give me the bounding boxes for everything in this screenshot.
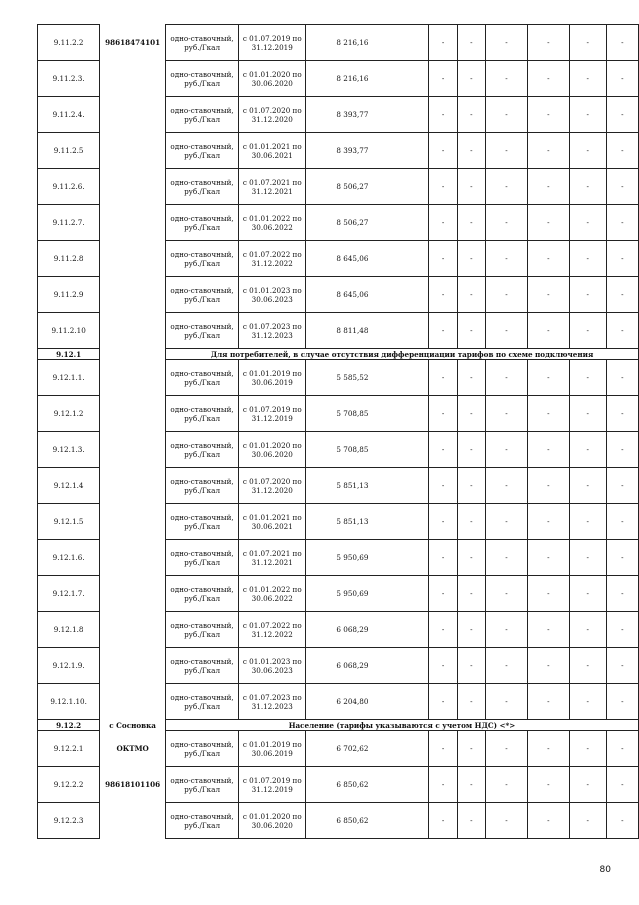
- org-label: ОКТМО: [116, 744, 149, 753]
- empty-cell: -: [485, 205, 527, 241]
- empty-cell: -: [429, 612, 457, 648]
- row-number: 9.12.1.6.: [38, 540, 100, 576]
- validity-period: с 01.01.2021 по 30.06.2021: [239, 504, 306, 540]
- org-cell: [100, 97, 166, 133]
- empty-cell: -: [569, 540, 606, 576]
- empty-cell: -: [606, 97, 638, 133]
- empty-cell: -: [429, 540, 457, 576]
- org-cell: [100, 313, 166, 349]
- empty-cell: -: [527, 731, 569, 767]
- empty-cell: -: [527, 576, 569, 612]
- empty-cell: -: [429, 241, 457, 277]
- empty-cell: -: [485, 504, 527, 540]
- empty-cell: -: [457, 803, 485, 839]
- row-number: 9.12.1.9.: [38, 648, 100, 684]
- empty-cell: -: [485, 241, 527, 277]
- validity-period: с 01.07.2019 по 31.12.2019: [239, 767, 306, 803]
- tariff-table: [37, 24, 639, 839]
- table-row: [38, 97, 639, 133]
- tariff-value: 6 850,62: [306, 803, 429, 839]
- rate-type: одно-ставочный, руб./Гкал: [165, 576, 238, 612]
- table-row: [38, 432, 639, 468]
- empty-cell: -: [429, 277, 457, 313]
- tariff-value: 8 506,27: [306, 169, 429, 205]
- empty-cell: -: [527, 25, 569, 61]
- empty-cell: -: [429, 360, 457, 396]
- row-number: 9.11.2.5: [38, 133, 100, 169]
- empty-cell: -: [606, 540, 638, 576]
- table-row: [38, 360, 639, 396]
- org-cell: [100, 241, 166, 277]
- rate-type: одно-ставочный, руб./Гкал: [165, 241, 238, 277]
- org-cell: [100, 731, 166, 767]
- rate-type: одно-ставочный, руб./Гкал: [165, 731, 238, 767]
- empty-cell: -: [569, 684, 606, 720]
- rate-type: одно-ставочный, руб./Гкал: [165, 684, 238, 720]
- table-row: [38, 767, 639, 803]
- rate-type: одно-ставочный, руб./Гкал: [165, 504, 238, 540]
- rate-type: одно-ставочный, руб./Гкал: [165, 648, 238, 684]
- empty-cell: -: [485, 731, 527, 767]
- empty-cell: -: [569, 61, 606, 97]
- empty-cell: -: [606, 277, 638, 313]
- empty-cell: -: [527, 360, 569, 396]
- empty-cell: -: [457, 133, 485, 169]
- empty-cell: -: [457, 61, 485, 97]
- tariff-value: 8 216,16: [306, 25, 429, 61]
- empty-cell: -: [429, 731, 457, 767]
- empty-cell: -: [569, 767, 606, 803]
- empty-cell: -: [527, 803, 569, 839]
- empty-cell: -: [457, 205, 485, 241]
- table-row: [38, 277, 639, 313]
- rate-type: одно-ставочный, руб./Гкал: [165, 61, 238, 97]
- rate-type: одно-ставочный, руб./Гкал: [165, 277, 238, 313]
- table-row: [38, 241, 639, 277]
- empty-cell: -: [606, 133, 638, 169]
- table-row: [38, 205, 639, 241]
- empty-cell: -: [429, 97, 457, 133]
- tariff-value: 5 708,85: [306, 396, 429, 432]
- row-number: 9.11.2.3.: [38, 61, 100, 97]
- tariff-value: 5 851,13: [306, 504, 429, 540]
- validity-period: с 01.07.2022 по 31.12.2022: [239, 612, 306, 648]
- validity-period: с 01.01.2020 по 30.06.2020: [239, 803, 306, 839]
- tariff-value: 8 506,27: [306, 205, 429, 241]
- row-number: 9.12.1.4: [38, 468, 100, 504]
- table-row: [38, 61, 639, 97]
- rate-type: одно-ставочный, руб./Гкал: [165, 25, 238, 61]
- table-row: [38, 612, 639, 648]
- empty-cell: -: [569, 277, 606, 313]
- org-cell: [100, 25, 166, 61]
- org-label: 98618474101: [105, 38, 161, 47]
- empty-cell: -: [569, 360, 606, 396]
- org-label: 98618101106: [105, 780, 161, 789]
- rate-type: одно-ставочный, руб./Гкал: [165, 97, 238, 133]
- table-row: [38, 576, 639, 612]
- empty-cell: -: [429, 648, 457, 684]
- section-row: [38, 349, 639, 360]
- empty-cell: -: [429, 61, 457, 97]
- empty-cell: -: [485, 468, 527, 504]
- empty-cell: -: [429, 133, 457, 169]
- row-number: 9.11.2.9: [38, 277, 100, 313]
- empty-cell: -: [569, 468, 606, 504]
- tariff-value: 5 950,69: [306, 540, 429, 576]
- empty-cell: -: [527, 97, 569, 133]
- empty-cell: -: [457, 241, 485, 277]
- row-number: 9.11.2.4.: [38, 97, 100, 133]
- empty-cell: -: [429, 396, 457, 432]
- empty-cell: -: [457, 612, 485, 648]
- empty-cell: -: [606, 731, 638, 767]
- empty-cell: -: [606, 468, 638, 504]
- empty-cell: -: [527, 540, 569, 576]
- rate-type: одно-ставочный, руб./Гкал: [165, 396, 238, 432]
- validity-period: с 01.07.2019 по 31.12.2019: [239, 396, 306, 432]
- org-cell: [100, 133, 166, 169]
- empty-cell: -: [485, 396, 527, 432]
- empty-cell: -: [569, 97, 606, 133]
- table-row: [38, 803, 639, 839]
- rate-type: одно-ставочный, руб./Гкал: [165, 360, 238, 396]
- validity-period: с 01.07.2022 по 31.12.2022: [239, 241, 306, 277]
- empty-cell: -: [429, 468, 457, 504]
- empty-cell: -: [527, 313, 569, 349]
- rate-type: одно-ставочный, руб./Гкал: [165, 468, 238, 504]
- empty-cell: -: [606, 576, 638, 612]
- row-number: 9.11.2.8: [38, 241, 100, 277]
- empty-cell: -: [457, 432, 485, 468]
- row-number: 9.12.1.1.: [38, 360, 100, 396]
- table-row: [38, 133, 639, 169]
- empty-cell: -: [429, 576, 457, 612]
- org-cell: [100, 169, 166, 205]
- validity-period: с 01.07.2021 по 31.12.2021: [239, 169, 306, 205]
- rate-type: одно-ставочный, руб./Гкал: [165, 803, 238, 839]
- empty-cell: -: [485, 767, 527, 803]
- empty-cell: -: [527, 432, 569, 468]
- validity-period: с 01.01.2022 по 30.06.2022: [239, 205, 306, 241]
- empty-cell: -: [569, 731, 606, 767]
- empty-cell: -: [485, 612, 527, 648]
- empty-cell: -: [485, 648, 527, 684]
- table-row: [38, 468, 639, 504]
- empty-cell: -: [606, 803, 638, 839]
- table-row: [38, 396, 639, 432]
- empty-cell: -: [606, 648, 638, 684]
- empty-cell: -: [569, 133, 606, 169]
- org-cell: [100, 576, 166, 612]
- empty-cell: -: [429, 803, 457, 839]
- empty-cell: -: [485, 277, 527, 313]
- rate-type: одно-ставочный, руб./Гкал: [165, 432, 238, 468]
- validity-period: с 01.01.2020 по 30.06.2020: [239, 61, 306, 97]
- section-row: [38, 720, 639, 731]
- empty-cell: -: [457, 468, 485, 504]
- empty-cell: -: [457, 576, 485, 612]
- row-number: 9.12.1.2: [38, 396, 100, 432]
- row-number: 9.11.2.7.: [38, 205, 100, 241]
- empty-cell: -: [606, 169, 638, 205]
- empty-cell: -: [569, 803, 606, 839]
- empty-cell: -: [457, 169, 485, 205]
- row-number: 9.12.1.5: [38, 504, 100, 540]
- empty-cell: -: [527, 612, 569, 648]
- validity-period: с 01.01.2023 по 30.06.2023: [239, 277, 306, 313]
- section-number: 9.12.1: [38, 349, 100, 360]
- validity-period: с 01.07.2023 по 31.12.2023: [239, 313, 306, 349]
- validity-period: с 01.01.2019 по 30.06.2019: [239, 731, 306, 767]
- table-row: [38, 540, 639, 576]
- empty-cell: -: [457, 767, 485, 803]
- empty-cell: -: [527, 205, 569, 241]
- empty-cell: -: [569, 396, 606, 432]
- empty-cell: -: [457, 360, 485, 396]
- empty-cell: -: [457, 277, 485, 313]
- org-cell: [100, 468, 166, 504]
- empty-cell: -: [485, 61, 527, 97]
- org-cell: [100, 205, 166, 241]
- org-cell: [100, 360, 166, 396]
- validity-period: с 01.01.2023 по 30.06.2023: [239, 648, 306, 684]
- row-number: 9.11.2.6.: [38, 169, 100, 205]
- org-cell: [100, 504, 166, 540]
- row-number: 9.12.1.8: [38, 612, 100, 648]
- empty-cell: -: [569, 241, 606, 277]
- empty-cell: -: [429, 205, 457, 241]
- tariff-value: 5 585,52: [306, 360, 429, 396]
- table-row: [38, 648, 639, 684]
- org-cell: [100, 540, 166, 576]
- empty-cell: -: [606, 205, 638, 241]
- empty-cell: -: [527, 61, 569, 97]
- empty-cell: -: [606, 432, 638, 468]
- validity-period: с 01.07.2021 по 31.12.2021: [239, 540, 306, 576]
- empty-cell: -: [485, 97, 527, 133]
- empty-cell: -: [527, 241, 569, 277]
- empty-cell: -: [527, 169, 569, 205]
- section-title: Население (тарифы указываются с учетом НДС) <*>: [165, 720, 638, 731]
- org-label: с Сосновка: [109, 720, 156, 730]
- rate-type: одно-ставочный, руб./Гкал: [165, 133, 238, 169]
- empty-cell: -: [606, 241, 638, 277]
- row-number: 9.12.1.10.: [38, 684, 100, 720]
- org-cell: [100, 803, 166, 839]
- empty-cell: -: [606, 396, 638, 432]
- empty-cell: -: [429, 169, 457, 205]
- empty-cell: -: [606, 25, 638, 61]
- rate-type: одно-ставочный, руб./Гкал: [165, 169, 238, 205]
- empty-cell: -: [527, 504, 569, 540]
- row-number: 9.12.1.3.: [38, 432, 100, 468]
- empty-cell: -: [429, 504, 457, 540]
- rate-type: одно-ставочный, руб./Гкал: [165, 612, 238, 648]
- empty-cell: -: [606, 61, 638, 97]
- empty-cell: -: [457, 684, 485, 720]
- empty-cell: -: [457, 648, 485, 684]
- org-cell: [100, 612, 166, 648]
- tariff-value: 8 393,77: [306, 97, 429, 133]
- validity-period: с 01.01.2020 по 30.06.2020: [239, 432, 306, 468]
- validity-period: с 01.07.2023 по 31.12.2023: [239, 684, 306, 720]
- tariff-value: 6 850,62: [306, 767, 429, 803]
- org-cell: [100, 277, 166, 313]
- validity-period: с 01.07.2019 по 31.12.2019: [239, 25, 306, 61]
- empty-cell: -: [457, 540, 485, 576]
- empty-cell: -: [485, 576, 527, 612]
- empty-cell: -: [606, 612, 638, 648]
- empty-cell: -: [527, 396, 569, 432]
- empty-cell: -: [527, 133, 569, 169]
- empty-cell: -: [429, 25, 457, 61]
- row-number: 9.12.1.7.: [38, 576, 100, 612]
- section-number: 9.12.2: [38, 720, 100, 731]
- empty-cell: -: [527, 277, 569, 313]
- table-row: [38, 25, 639, 61]
- table-row: [38, 684, 639, 720]
- row-number: 9.11.2.10: [38, 313, 100, 349]
- empty-cell: -: [457, 396, 485, 432]
- org-cell: [100, 720, 166, 731]
- tariff-value: 6 204,80: [306, 684, 429, 720]
- validity-period: с 01.01.2021 по 30.06.2021: [239, 133, 306, 169]
- empty-cell: -: [527, 648, 569, 684]
- tariff-value: 8 645,06: [306, 241, 429, 277]
- tariff-value: 8 393,77: [306, 133, 429, 169]
- tariff-value: 8 216,16: [306, 61, 429, 97]
- row-number: 9.11.2.2: [38, 25, 100, 61]
- empty-cell: -: [606, 504, 638, 540]
- rate-type: одно-ставочный, руб./Гкал: [165, 540, 238, 576]
- validity-period: с 01.07.2020 по 31.12.2020: [239, 97, 306, 133]
- validity-period: с 01.01.2019 по 30.06.2019: [239, 360, 306, 396]
- tariff-value: 5 950,69: [306, 576, 429, 612]
- empty-cell: -: [569, 169, 606, 205]
- empty-cell: -: [457, 25, 485, 61]
- tariff-value: 5 708,85: [306, 432, 429, 468]
- empty-cell: -: [569, 25, 606, 61]
- empty-cell: -: [606, 767, 638, 803]
- org-cell: [100, 432, 166, 468]
- page-number: 80: [599, 865, 611, 875]
- row-number: 9.12.2.2: [38, 767, 100, 803]
- empty-cell: -: [569, 504, 606, 540]
- validity-period: с 01.07.2020 по 31.12.2020: [239, 468, 306, 504]
- empty-cell: -: [457, 313, 485, 349]
- empty-cell: -: [485, 313, 527, 349]
- rate-type: одно-ставочный, руб./Гкал: [165, 767, 238, 803]
- tariff-value: 8 645,06: [306, 277, 429, 313]
- org-cell: [100, 648, 166, 684]
- empty-cell: -: [485, 432, 527, 468]
- empty-cell: -: [429, 432, 457, 468]
- tariff-value: 6 068,29: [306, 612, 429, 648]
- empty-cell: -: [429, 313, 457, 349]
- tariff-value: 6 068,29: [306, 648, 429, 684]
- empty-cell: -: [569, 313, 606, 349]
- empty-cell: -: [457, 504, 485, 540]
- tariff-value: 8 811,48: [306, 313, 429, 349]
- org-cell: [100, 349, 166, 360]
- empty-cell: -: [485, 133, 527, 169]
- table-row: [38, 169, 639, 205]
- empty-cell: -: [569, 576, 606, 612]
- row-number: 9.12.2.1: [38, 731, 100, 767]
- empty-cell: -: [569, 648, 606, 684]
- empty-cell: -: [527, 767, 569, 803]
- table-row: [38, 313, 639, 349]
- empty-cell: -: [485, 684, 527, 720]
- empty-cell: -: [569, 205, 606, 241]
- empty-cell: -: [606, 360, 638, 396]
- org-cell: [100, 396, 166, 432]
- empty-cell: -: [457, 731, 485, 767]
- org-cell: [100, 767, 166, 803]
- empty-cell: -: [606, 684, 638, 720]
- row-number: 9.12.2.3: [38, 803, 100, 839]
- empty-cell: -: [485, 360, 527, 396]
- tariff-value: 6 702,62: [306, 731, 429, 767]
- empty-cell: -: [569, 432, 606, 468]
- table-row: [38, 731, 639, 767]
- section-title: Для потребителей, в случае отсутствия дифференциации тарифов по схеме подключения: [165, 349, 638, 360]
- rate-type: одно-ставочный, руб./Гкал: [165, 205, 238, 241]
- empty-cell: -: [457, 97, 485, 133]
- validity-period: с 01.01.2022 по 30.06.2022: [239, 576, 306, 612]
- empty-cell: -: [527, 468, 569, 504]
- empty-cell: -: [569, 612, 606, 648]
- empty-cell: -: [485, 803, 527, 839]
- empty-cell: -: [429, 767, 457, 803]
- empty-cell: -: [485, 169, 527, 205]
- empty-cell: -: [606, 313, 638, 349]
- org-cell: [100, 684, 166, 720]
- tariff-value: 5 851,13: [306, 468, 429, 504]
- empty-cell: -: [527, 684, 569, 720]
- empty-cell: -: [485, 25, 527, 61]
- empty-cell: -: [429, 684, 457, 720]
- rate-type: одно-ставочный, руб./Гкал: [165, 313, 238, 349]
- table-row: [38, 504, 639, 540]
- empty-cell: -: [485, 540, 527, 576]
- org-cell: [100, 61, 166, 97]
